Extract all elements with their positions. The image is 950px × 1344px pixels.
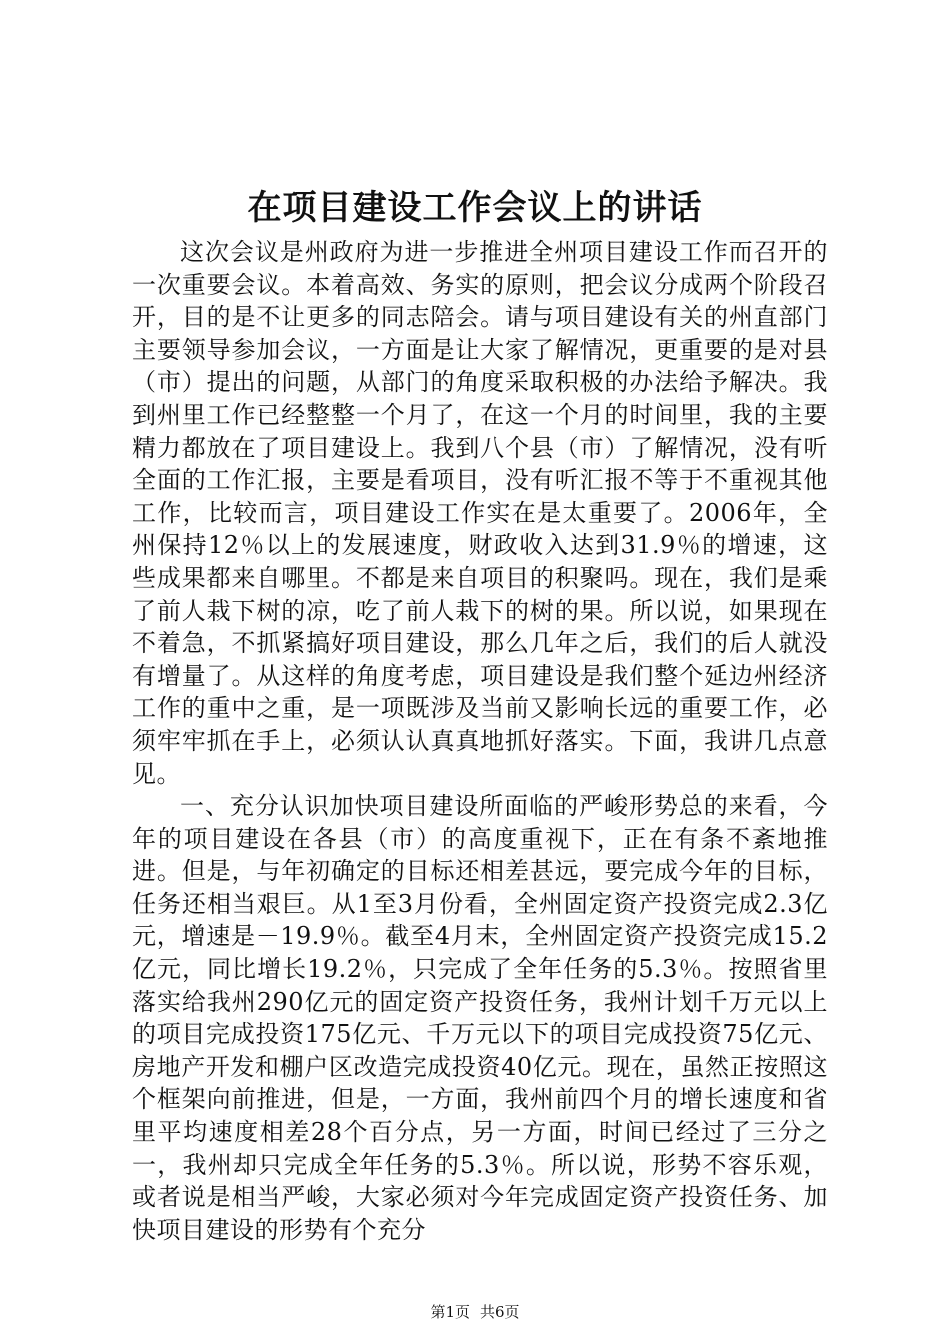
body-paragraph: 这次会议是州政府为进一步推进全州项目建设工作而召开的一次重要会议。本着高效、务实的原则，把会议分成两个阶段召开，目的是不让更多的同志陪会。请与项目建设有关的州直部门主要领导参加会议，一方面是让大家了解情况，更重要的是对县（市）提出的问题，从部门的角度采取积极的办法给予解决。我到州里工作已经整整一个月了，在这一个月的时间里，我的主要精力都放在了项目建设上。我到八个县（市）了解情况，没有听全面的工作汇报，主要是看项目，没有听汇报不等于不重视其他工作，比较而言，项目建设工作实在是太重要了。2006年，全州保持12％以上的发展速度，财政收入达到31.9％的增速，这些成果都来自哪里。不都是来自项目的积聚吗。现在，我们是乘了前人栽下树的凉，吃了前人栽下的树的果。所以说，如果现在不着急，不抓紧搞好项目建设，那么几年之后，我们的后人就没有增量了。从这样的角度考虑，项目建设是我们整个延边州经济工作的重中之重，是一项既涉及当前又影响长远的重要工作，必须牢牢抓在手上，必须认认真真地抓好落实。下面，我讲几点意见。 bbox=[132, 238, 828, 788]
page-number: 第1页 bbox=[430, 1303, 470, 1321]
page-footer bbox=[0, 1302, 950, 1322]
document-title: 在项目建设工作会议上的讲话 bbox=[247, 188, 703, 228]
document-body bbox=[132, 236, 828, 1246]
page-total: 共6页 bbox=[480, 1303, 520, 1321]
body-paragraph: 一、充分认识加快项目建设所面临的严峻形势总的来看，今年的项目建设在各县（市）的高度重视下，正在有条不紊地推进。但是，与年初确定的目标还相差甚远，要完成今年的目标，任务还相当艰巨。从1至3月份看，全州固定资产投资完成2.3亿元，增速是－19.9％。截至4月末，全州固定资产投资完成15.2亿元，同比增长19.2％，只完成了全年任务的5.3％。按照省里落实给我州290亿元的固定资产投资任务，我州计划千万元以上的项目完成投资175亿元、千万元以下的项目完成投资75亿元、房地产开发和棚户区改造完成投资40亿元。现在，虽然正按照这个框架向前推进，但是，一方面，我州前四个月的增长速度和省里平均速度相差28个百分点，另一方面，时间已经过了三分之一，我州却只完成全年任务的5.3％。所以说，形势不容乐观，或者说是相当严峻，大家必须对今年完成固定资产投资任务、加快项目建设的形势有个充分 bbox=[132, 792, 828, 1244]
